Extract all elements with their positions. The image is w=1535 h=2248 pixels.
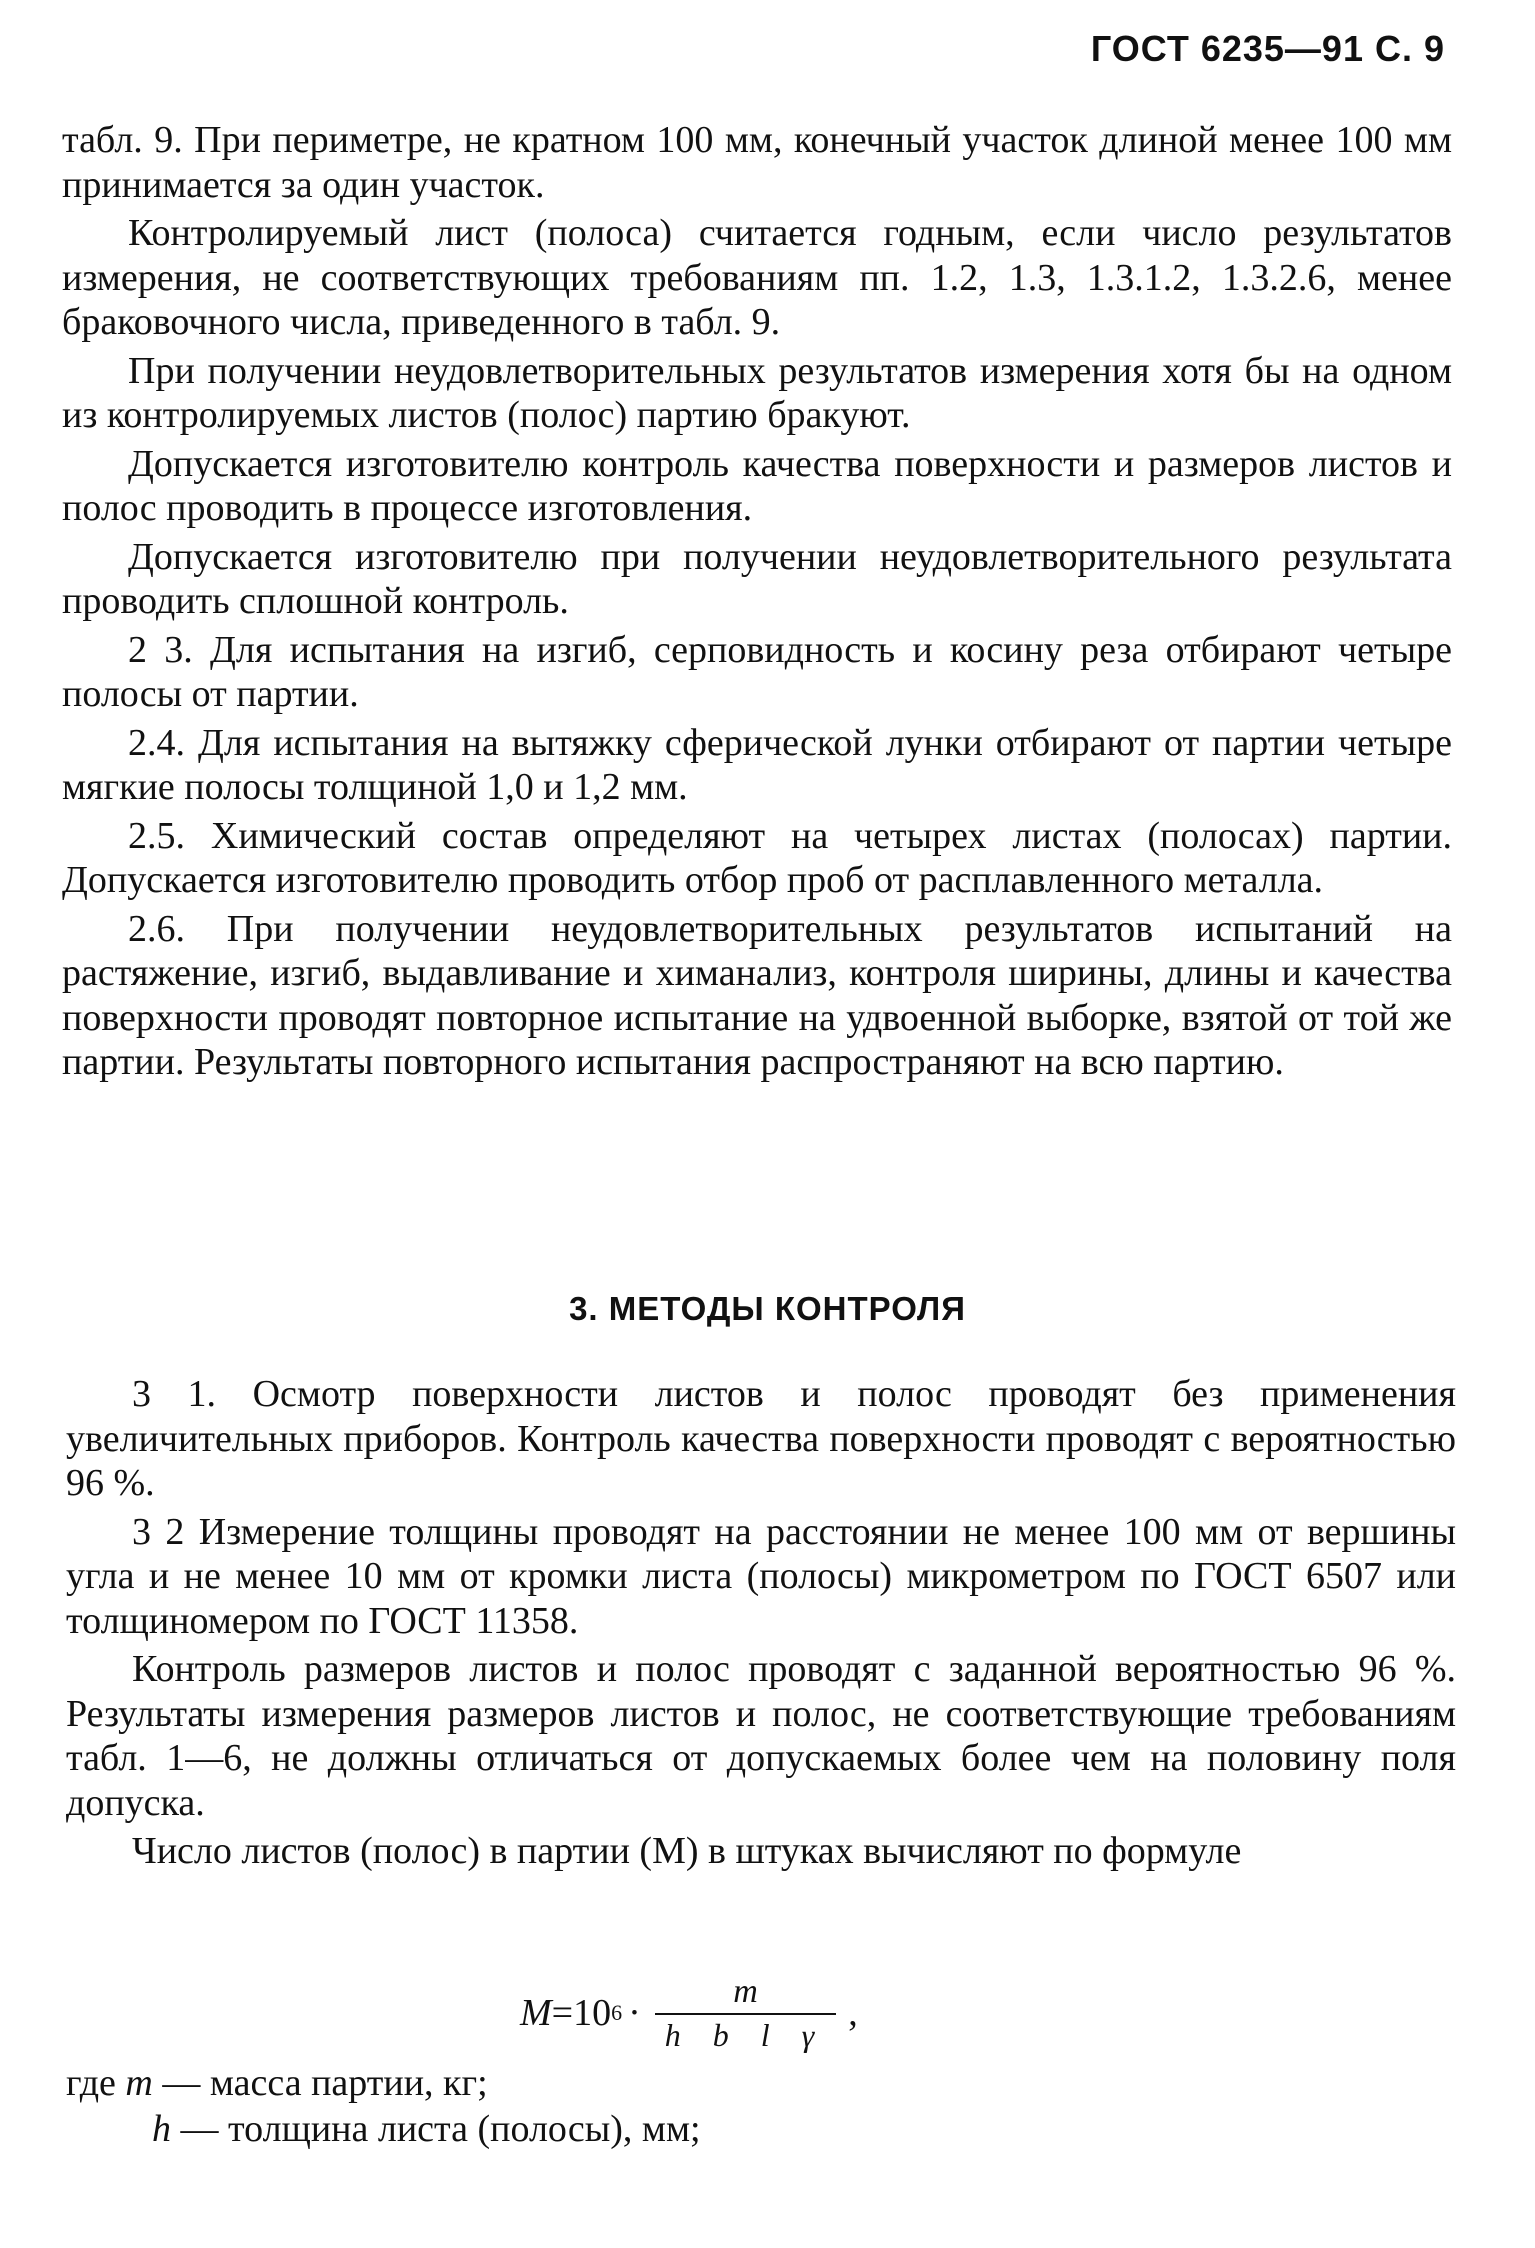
formula [520,1968,858,2058]
where-desc: — масса партии, кг; [152,2062,488,2104]
where-symbol: m [125,2062,153,2104]
paragraph: 2.6. При получении неудовлетворительных результатов испытаний на растяжение, изгиб, выдавливание и химанализ, контроля ширины, длины и качества поверхности проводят повторное испытание на удвоенной выборке, взятой от той же партии. Результаты повторного испытания распространяют на всю партию. [62,907,1452,1083]
formula-exponent: 6 [611,2000,623,2025]
paragraph: Контролируемый лист (полоса) считается годным, если число результатов измерения, не соответствующих требованиям пп. 1.2, 1.3, 1.3.1.2, 1.3.2.6, менее браковочного числа, приведенного в табл. 9. [62,212,1452,343]
formula-equals: =10 [551,1992,612,2034]
paragraph: При получении неудовлетворительных результатов измерения хотя бы на одном из контролируемых листов (полос) партию бракуют. [62,349,1452,436]
where-symbol: h [152,2108,171,2150]
where-desc: — толщина листа (полосы), мм; [171,2108,701,2150]
paragraph: Допускается изготовителю контроль качества поверхности и размеров листов и полос проводить в процессе изготовления. [62,442,1452,529]
paragraph: 3 1. Осмотр поверхности листов и полос проводят без применения увеличительных приборов. Контроль качества поверхности проводят с вероятностью 96 %. [66,1373,1456,1504]
where-intro: где [66,2062,116,2104]
formula-numerator: m [733,1972,758,2010]
paragraph: 3 2 Измерение толщины проводят на расстоянии не менее 100 мм от вершины угла и не менее 10 мм от кромки листа (полосы) микрометром по ГОСТ 6507 или толщиномером по ГОСТ 11358. [66,1510,1456,1642]
where-item [66,2106,1456,2152]
paragraph: Допускается изготовителю при получении неудовлетворительного результата проводить сплошной контроль. [62,535,1452,622]
formula-lhs: M [520,1992,552,2034]
paragraph: 2.4. Для испытания на вытяжку сферической лунки отбирают от партии четыре мягкие полосы толщиной 1,0 и 1,2 мм. [62,721,1452,808]
paragraph: Число листов (полос) в партии (M) в штуках вычисляют по формуле [132,1830,1242,1872]
formula-dot: · [628,1992,641,2034]
where-list [66,2060,1456,2152]
section-title: 3. МЕТОДЫ КОНТРОЛЯ [569,1290,966,1327]
where-item [66,2060,1456,2106]
paragraph: 2 3. Для испытания на изгиб, серповидность и косину реза отбирают четыре полосы от партии. [62,628,1452,715]
formula-denominator: h b l γ [655,2013,837,2054]
body-text-part2 [66,1372,1456,1878]
page-header: ГОСТ 6235—91 С. 9 [1090,28,1445,69]
formula-fraction [655,1973,837,2054]
paragraph: табл. 9. При периметре, не кратном 100 мм, конечный участок длиной менее 100 мм принимается за один участок. [62,119,1452,206]
paragraph: 2.5. Химический состав определяют на четырех листах (полосах) партии. Допускается изготовителю проводить отбор проб от расплавленного металла. [62,814,1452,901]
paragraph: Контроль размеров листов и полос проводят с заданной вероятностью 96 %. Результаты измерения размеров листов и полос, не соответствующие требованиям табл. 1—6, не должны отличаться от допускаемых более чем на половину поля допуска. [66,1648,1456,1824]
body-text-part1 [62,118,1452,1089]
formula-tail: , [848,1992,858,2034]
